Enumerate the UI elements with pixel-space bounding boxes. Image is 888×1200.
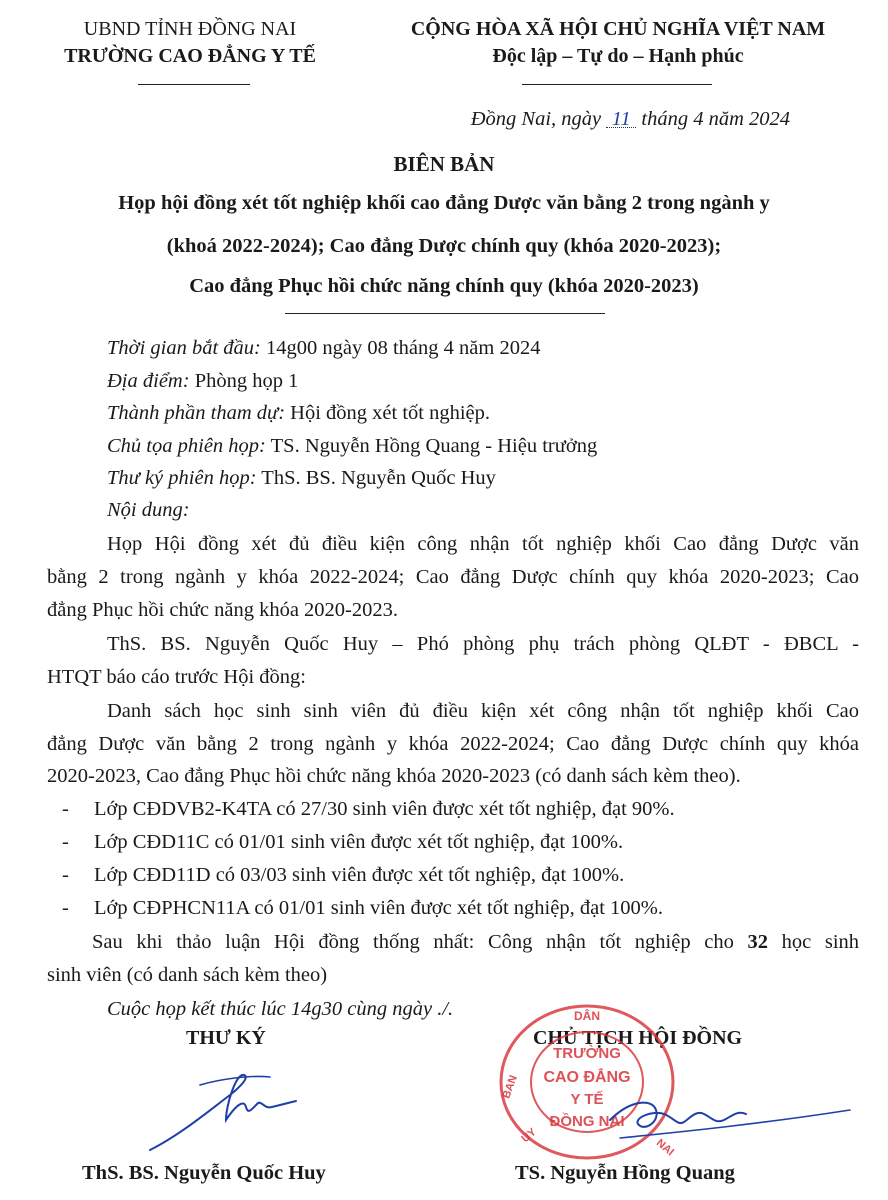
list-item <box>62 798 675 821</box>
date-suffix: tháng 4 năm 2024 <box>641 108 790 130</box>
paragraph-1-line-1: Họp Hội đồng xét đủ điều kiện công nhận tốt nghiệp khối Cao đẳng Dược văn <box>107 533 859 555</box>
paragraph-1-line-2: bằng 2 trong ngành y khóa 2022-2024; Cao đẳng Dược chính quy khóa 2020-2023; Cao <box>47 566 859 588</box>
conclusion-pre: Sau khi thảo luận Hội đồng thống nhất: Công nhận tốt nghiệp cho <box>92 931 734 953</box>
secretary-signature <box>140 1065 360 1155</box>
info-content-label: Nội dung: <box>107 499 190 521</box>
bullet-dash: - <box>62 897 69 919</box>
info-members-value: Hội đồng xét tốt nghiệp. <box>290 402 491 424</box>
bullet-text: Lớp CĐD11D có 03/03 sinh viên được xét tốt nghiệp, đạt 100%. <box>94 864 625 886</box>
date-day: 11 <box>606 108 636 131</box>
title-underline <box>285 313 605 314</box>
seal-center-1: TRƯỜNG <box>553 1045 621 1062</box>
paragraph-3-line-1: Danh sách học sinh sinh viên đủ điều kiện xét công nhận tốt nghiệp khối Cao <box>107 700 859 722</box>
closing-note: Cuộc họp kết thúc lúc 14g30 cùng ngày ./. <box>107 998 454 1020</box>
info-time <box>107 337 540 360</box>
bullet-text: Lớp CĐDVB2-K4TA có 27/30 sinh viên được xét tốt nghiệp, đạt 90%. <box>94 798 675 820</box>
chairman-signature <box>600 1080 860 1160</box>
info-secretary-value: ThS. BS. Nguyễn Quốc Huy <box>261 467 496 489</box>
signature-left-title: THƯ KÝ <box>186 1027 266 1049</box>
list-item <box>62 864 624 887</box>
seal-center-4: ĐỒNG NAI <box>549 1113 625 1130</box>
info-secretary-label: Thư ký phiên họp: <box>107 467 257 489</box>
date-prefix: Đồng Nai, ngày <box>470 108 602 130</box>
document-date <box>471 108 790 131</box>
info-place <box>107 370 298 393</box>
seal-ring-right: NAI <box>653 1137 677 1159</box>
header-right <box>370 18 866 68</box>
conclusion-line-2: sinh viên (có danh sách kèm theo) <box>47 964 328 986</box>
seal-ring-left: BAN <box>500 1073 520 1101</box>
list-item <box>62 897 663 920</box>
bullet-dash: - <box>62 798 69 820</box>
header-school: TRƯỜNG CAO ĐẲNG Y TẾ <box>64 45 316 67</box>
header-motto: Độc lập – Tự do – Hạnh phúc <box>492 45 744 67</box>
paragraph-2-line-2: HTQT báo cáo trước Hội đồng: <box>47 666 306 688</box>
list-item <box>62 831 623 854</box>
title-subtitle-2: (khoá 2022-2024); Cao đẳng Dược chính quy (khóa 2020-2023); <box>166 235 722 257</box>
paragraph-3-line-2: đẳng Dược văn bằng 2 trong ngành y khóa 2022-2024; Cao đẳng Dược chính quy khóa <box>47 733 859 755</box>
info-place-label: Địa điểm: <box>107 370 190 392</box>
bullet-text: Lớp CĐD11C có 01/01 sinh viên được xét tốt nghiệp, đạt 100%. <box>94 831 624 853</box>
signature-left-name: ThS. BS. Nguyễn Quốc Huy <box>82 1162 326 1184</box>
signature-right-name: TS. Nguyễn Hồng Quang <box>515 1162 735 1184</box>
info-chair-label: Chủ tọa phiên họp: <box>107 435 266 457</box>
seal-ring-top: DÂN <box>574 1009 600 1023</box>
info-secretary <box>107 467 496 490</box>
conclusion-line-1 <box>92 931 859 954</box>
title-subtitle-3: Cao đẳng Phục hồi chức năng chính quy (khóa 2020-2023) <box>189 275 699 297</box>
paragraph-1-line-3: đẳng Phục hồi chức năng khóa 2020-2023. <box>47 599 399 621</box>
header-country: CỘNG HÒA XÃ HỘI CHỦ NGHĨA VIỆT NAM <box>410 18 826 40</box>
header-authority: UBND TỈNH ĐỒNG NAI <box>83 18 297 40</box>
paragraph-2-line-1: ThS. BS. Nguyễn Quốc Huy – Phó phòng phụ trách phòng QLĐT - ĐBCL - <box>107 633 859 655</box>
bullet-dash: - <box>62 864 69 886</box>
title-subtitle-1: Họp hội đồng xét tốt nghiệp khối cao đẳng Dược văn bằng 2 trong ngành y <box>118 192 770 214</box>
paragraph-3-line-3: 2020-2023, Cao đẳng Phục hồi chức năng khóa 2020-2023 (có danh sách kèm theo). <box>47 765 741 787</box>
signature-right-title: CHỦ TỊCH HỘI ĐỒNG <box>533 1027 743 1049</box>
seal-center-3: Y TẾ <box>570 1091 604 1108</box>
seal-ring-bottom: UY <box>519 1126 539 1146</box>
info-members <box>107 402 490 425</box>
header-left-underline <box>138 84 250 85</box>
conclusion-post: học sinh <box>781 931 860 953</box>
header-right-underline <box>522 84 712 85</box>
bullet-dash: - <box>62 831 69 853</box>
header-left <box>40 18 340 68</box>
info-chair <box>107 435 597 458</box>
info-place-value: Phòng họp 1 <box>194 370 299 392</box>
document-title: BIÊN BẢN <box>393 152 495 176</box>
bullet-text: Lớp CĐPHCN11A có 01/01 sinh viên được xét tốt nghiệp, đạt 100%. <box>94 897 663 919</box>
info-time-value: 14g00 ngày 08 tháng 4 năm 2024 <box>266 337 541 359</box>
info-time-label: Thời gian bắt đầu: <box>107 337 261 359</box>
seal-center-2: CAO ĐẲNG <box>543 1069 631 1086</box>
info-members-label: Thành phần tham dự: <box>107 402 286 424</box>
info-chair-value: TS. Nguyễn Hồng Quang - Hiệu trưởng <box>270 435 598 457</box>
conclusion-count: 32 <box>747 931 768 953</box>
